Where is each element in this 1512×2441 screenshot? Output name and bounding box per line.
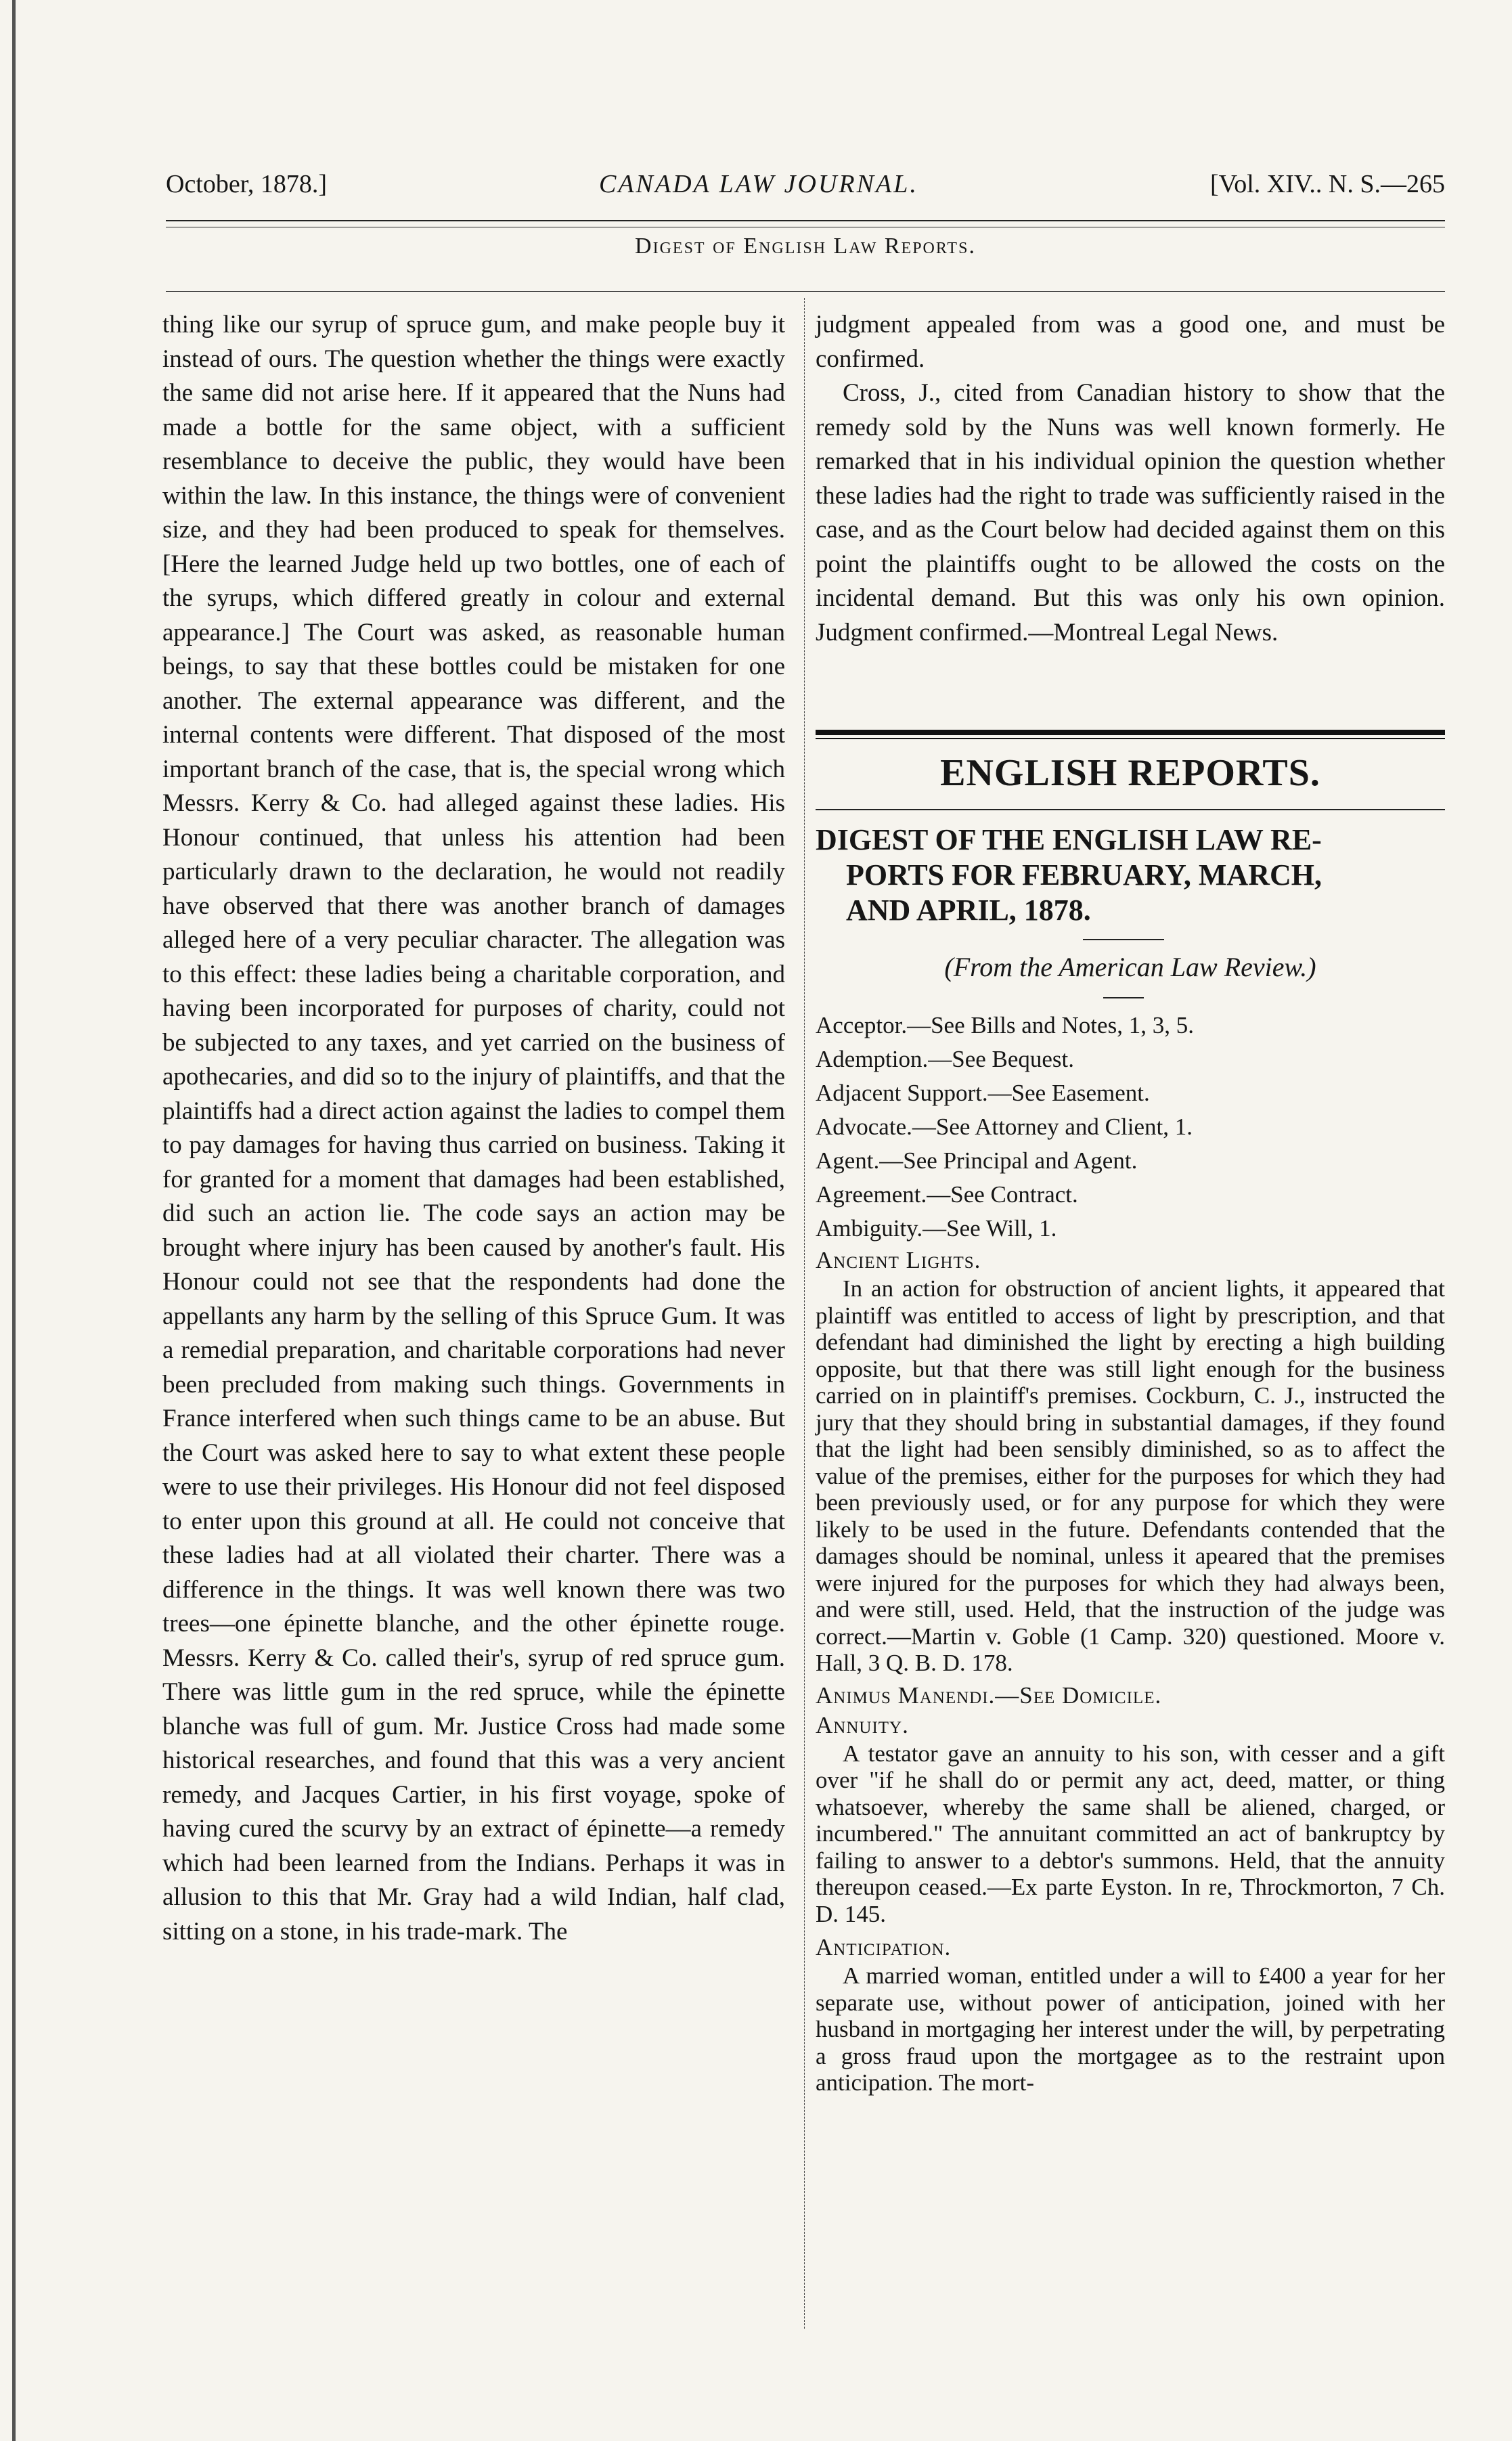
header-rule xyxy=(166,220,1445,227)
judgment-paragraph: judgment appealed from was a good one, and must be confirmed. xyxy=(816,311,1445,373)
right-column-top xyxy=(816,308,1445,650)
xref-advocate: Advocate.—See Attorney and Client, 1. xyxy=(816,1114,1193,1140)
running-header xyxy=(166,162,1445,210)
header-journal-title: CANADA LAW JOURNAL. xyxy=(599,170,918,198)
header-volume: [Vol. XIV.. N. S.—265 xyxy=(1210,170,1445,198)
entry-body-anticipation: A married woman, entitled under a will to £400 a year for her separate use, without power of anticipation, joined with her husband in mortgaging her interest under the will, by perpetrating a gross fraud upon the mortgagee as to the restraint upon anticipation. The mort- xyxy=(816,1962,1445,2096)
entry-heading-anticipation: Anticipation. xyxy=(816,1934,952,1960)
digest-title xyxy=(816,822,1445,928)
xref-ademption: Ademption.—See Bequest. xyxy=(816,1046,1075,1072)
section-header: Digest of English Law Reports. xyxy=(635,234,976,259)
left-column-text: thing like our syrup of spruce gum, and make people buy it instead of ours. The question whether the things were exactly the same did not arise here. If it appeared that the Nuns had made a bottle for the same object, with a sufficient resemblance to deceive the public, they would have been within the law. In this instance, the things were of convenient size, and they had been produced to speak for themselves. [Here the learned Judge held up two bottles, one of each of the syrups, which differed greatly in colour and external appearance.] The Court was asked, as reasonable human beings, to say that these bottles could be mistaken for one another. The external appearance was different, and the internal contents were different. That disposed of the most important branch of the case, that is, the special wrong which Messrs. Kerry & Co. had alleged against these ladies. His Honour continued, that unless his attention had been particularly drawn to the declaration, he would not readily have observed that there was another branch of damages alleged here of a very peculiar character. The allegation was to this effect: these ladies being a charitable corporation, and having been incorporated for purposes of charity, could not be subjected to any taxes, and yet carried on the business of apothecaries, and did so to the injury of plaintiffs, and that the plaintiffs had a direct action against the ladies to compel them to pay damages for having thus carried on business. Taking it for granted for a moment that damages had been established, did such an action lie. The code says an action may be brought where injury has been caused by another's fault. His Honour could not see that the respondents had done the appellants any harm by the selling of this Spruce Gum. It was a remedial preparation, and charitable corporations had never been precluded from making such things. Governments in France interfered when such things came to be an abuse. But the Court was asked here to say to what extent these people were to use their privileges. His Honour did not feel disposed to enter upon this ground at all. He could not conceive that these ladies had at all violated their charter. There was a difference in the things. It was well known there was two trees—one épinette blanche, and the other épinette rouge. Messrs. Kerry & Co. called their's, syrup of red spruce gum. There was little gum in the red spruce, while the épinette blanche was full of gum. Mr. Justice Cross had made some historical researches, and found that this was a very ancient remedy, and Jacques Cartier, in his first voyage, spoke of having cured the scurvy by an extract of épinette—a remedy which had been learned from the Indians. Perhaps it was in allusion to this that Mr. Gray had a wild Indian, half clad, sitting on a stone, in his trade-mark. The xyxy=(162,311,785,1945)
cross-j-paragraph: Cross, J., cited from Canadian history to show that the remedy sold by the Nuns was well known formerly. He remarked that in his individual opinion the question whether these ladies had the right to trade was sufficiently raised in the case, and as the Court below had decided against them on this point the plaintiffs ought to be allowed the costs on the incidental demand. But this was only his own opinion. Judgment confirmed.—Montreal Legal News. xyxy=(816,379,1445,646)
short-rule xyxy=(1083,939,1164,940)
entry-heading-annuity: Annuity. xyxy=(816,1711,909,1738)
digest-entries xyxy=(816,1009,1445,2096)
digest-title-line-3: AND APRIL, 1878. xyxy=(846,894,1091,927)
english-reports-title: ENGLISH REPORTS. xyxy=(940,752,1320,794)
xref-ambiguity: Ambiguity.—See Will, 1. xyxy=(816,1215,1057,1241)
header-date: October, 1878.] xyxy=(166,170,328,198)
xref-agent: Agent.—See Principal and Agent. xyxy=(816,1147,1138,1174)
page-edge xyxy=(12,0,16,2441)
xref-acceptor: Acceptor.—See Bills and Notes, 1, 3, 5. xyxy=(816,1012,1194,1038)
heavy-rule xyxy=(816,730,1445,739)
source-note: (From the American Law Review.) xyxy=(944,952,1316,982)
digest-title-line-2: PORTS FOR FEBRUARY, MARCH, xyxy=(846,858,1322,892)
left-column xyxy=(162,308,785,1949)
entry-body-annuity: A testator gave an annuity to his son, with cesser and a gift over "if he shall do or permit any act, deed, matter, or thing whatsoever, whereby the same shall be aliened, charged, or incumbered." The annuitant committed an act of bankruptcy by failing to answer to a debtor's summons. Held, that the annuity thereupon ceased.—Ex parte Eyston. In re, Throckmorton, 7 Ch. D. 145. xyxy=(816,1740,1445,1927)
entry-heading-ancient-lights: Ancient Lights. xyxy=(816,1247,981,1273)
column-divider xyxy=(804,298,805,2329)
entry-body-ancient-lights: In an action for obstruction of ancient lights, it appeared that plaintiff was entitled to access of light by prescription, and that defendant had diminished the light by erecting a high building opposite, but that there was still light enough for the business carried on in plaintiff's premises. Cockburn, C. J., instructed the jury that they should bring in substantial damages, if they found that the light had been sensibly diminished, so as to affect the value of the premises, either for the purposes for which they had been previously used, or for any purpose for which they were likely to be used in the future. Defendants contended that the damages should be nominal, unless it apeared that the premises were injured for the purposes for which they had always been, and were still, used. Held, that the instruction of the judge was correct.—Martin v. Goble (1 Camp. 320) questioned. Moore v. Hall, 3 Q. B. D. 178. xyxy=(816,1275,1445,1676)
xref-animus-manendi: Animus Manendi.—See Domicile. xyxy=(816,1681,1162,1709)
section-rule xyxy=(166,291,1445,292)
digest-title-line-1: DIGEST OF THE ENGLISH LAW RE- xyxy=(816,823,1322,856)
xref-adjacent-support: Adjacent Support.—See Easement. xyxy=(816,1080,1150,1106)
reports-rule xyxy=(816,809,1445,810)
short-rule-small xyxy=(1103,997,1144,998)
xref-agreement: Agreement.—See Contract. xyxy=(816,1181,1078,1208)
